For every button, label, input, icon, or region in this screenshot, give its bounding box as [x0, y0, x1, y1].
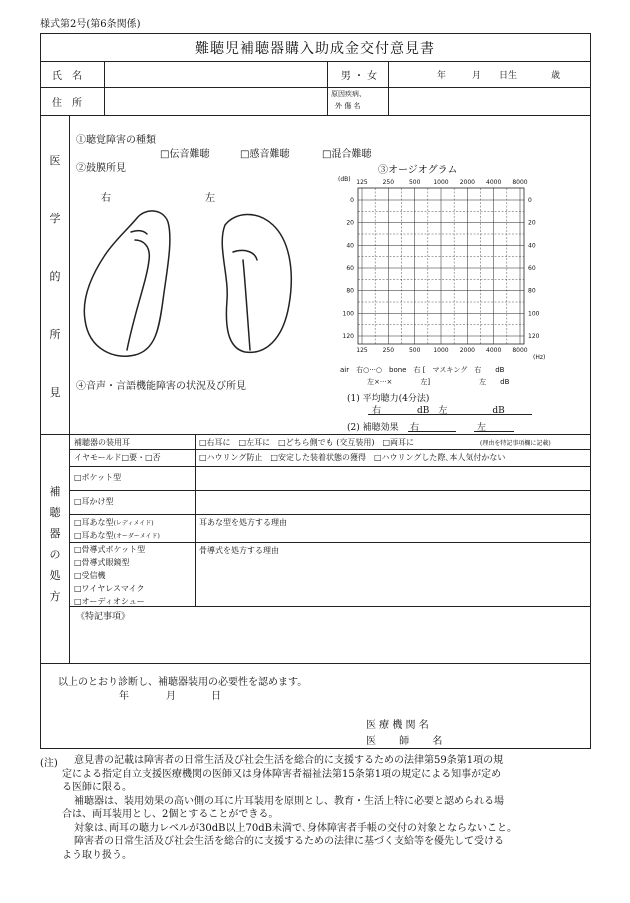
- freq-tick-bottom: 1000: [433, 347, 449, 354]
- doctor-label: 医 師 名: [366, 736, 443, 747]
- behind-ear-checkbox[interactable]: □耳かけ型: [74, 497, 114, 506]
- date-day-label: 日: [211, 691, 221, 702]
- earmold-options[interactable]: □ハウリング防止 □安定した装着状態の獲得 □ハウリングした際､本人気付かない: [199, 453, 506, 462]
- earmold-label[interactable]: イヤモールド□要・□否: [74, 453, 161, 462]
- ear-label: 補聴器の装用耳: [74, 438, 130, 447]
- receiver-checkbox[interactable]: □受信機: [74, 571, 106, 580]
- sensorineural-checkbox[interactable]: □感音難聴: [240, 149, 290, 160]
- hearing-aid-effect-label: (2) 補聴効果: [347, 423, 399, 433]
- institution-label: 医 療 機 関 名: [366, 720, 429, 731]
- ear-note: (理由を特記事項欄に記載): [480, 440, 551, 447]
- conductive-checkbox[interactable]: □伝音難聴: [160, 149, 210, 160]
- ite-reason-label: 耳あな型を処方する理由: [199, 518, 287, 527]
- hearing-type-heading: ①聴覚障害の種類: [76, 135, 156, 146]
- eardrum-heading: ②鼓膜所見: [76, 163, 126, 174]
- special-notes-label: 《特記事項》: [76, 612, 131, 622]
- mixed-checkbox[interactable]: □混合難聴: [322, 149, 372, 160]
- effect-left-label: 左: [477, 423, 487, 433]
- eardrum-sketch: [75, 200, 315, 370]
- freq-tick-top: 125: [356, 179, 368, 186]
- form-title: 難聴児補聴器購入助成金交付意見書: [195, 41, 435, 57]
- name-field[interactable]: [105, 62, 327, 86]
- db-unit-label: (dB): [338, 176, 351, 183]
- sex-select[interactable]: 男 ・ 女: [340, 71, 378, 82]
- bone-pocket-checkbox[interactable]: □骨導式ポケット型: [74, 545, 146, 554]
- freq-tick-bottom: 2000: [459, 347, 475, 354]
- effect-right-label: 右: [410, 423, 420, 433]
- freq-tick-bottom: 125: [356, 347, 368, 354]
- db-tick-left: 100: [342, 310, 354, 318]
- db-tick-right: 20: [528, 219, 536, 227]
- bone-reason-label: 骨導式を処方する理由: [199, 546, 279, 555]
- birth-day-label: 日生: [499, 71, 518, 81]
- freq-tick-top: 250: [382, 179, 395, 186]
- legend-air: air 右○···○ bone 右 [ マスキング 右 dB: [340, 366, 505, 374]
- db-tick-right: 0: [528, 197, 532, 204]
- ite-order-checkbox[interactable]: □耳あな型(オーダーメイド): [74, 531, 160, 540]
- name-label: 氏 名: [52, 71, 82, 82]
- birth-year-label: 年: [437, 71, 447, 81]
- birth-month-label: 月: [472, 71, 482, 81]
- db-tick-right: 40: [528, 242, 536, 250]
- freq-tick-bottom: 4000: [486, 347, 502, 354]
- freq-tick-bottom: 500: [408, 347, 421, 354]
- form-number: 様式第2号(第6条関係): [40, 19, 141, 30]
- freq-tick-top: 8000: [512, 179, 528, 186]
- ite-ready-checkbox[interactable]: □耳あな型(レディメイド): [74, 518, 154, 527]
- freq-tick-top: 500: [408, 179, 421, 186]
- special-notes-field[interactable]: [72, 622, 587, 660]
- eardrum-right-label: 右: [101, 193, 111, 204]
- cause-label-2: 外 傷 名: [335, 102, 361, 110]
- wireless-mic-checkbox[interactable]: □ワイヤレスマイク: [74, 584, 145, 593]
- db-tick-left: 0: [350, 197, 354, 204]
- audio-shoe-checkbox[interactable]: □オーディオシュー: [74, 597, 145, 606]
- bone-conduction-list[interactable]: [74, 543, 145, 608]
- pocket-type-checkbox[interactable]: □ポケット型: [74, 473, 122, 482]
- freq-tick-bottom: 250: [382, 347, 395, 354]
- notes-text: 意見書の記載は障害者の日常生活及び社会生活を総合的に支援するための法律第59条第1項の規 定による指定自立支援医療機関の医師又は身体障害者福祉法第15条第1項の規定による知事が定め る医師に限る。 補聴器は、装用効果の高い側の耳に片耳装用を原則とし、教育・生活上特に必要と認められる場 合は、両耳装用とし、2個とすることができる。 対象は､両耳の聴力レベルが30dB以上70dB未満で､身体障害者手帳の交付の対象とならないこと。 障害者の日常生活及び社会生活を総合的に支援するための法律に基づく支給等を優先して受ける よう取り扱う。: [62, 755, 517, 861]
- db-tick-right: 120: [528, 333, 540, 340]
- ear-options[interactable]: □右耳に □左耳に □どちら側でも (交互装用) □両耳に: [199, 438, 415, 447]
- address-field[interactable]: [105, 88, 327, 114]
- average-hearing-label: (1) 平均聴力(4分法): [347, 394, 430, 404]
- db-tick-left: 40: [346, 242, 354, 250]
- age-label: 歳: [551, 71, 561, 81]
- aid-side-label: 補 聴 器 の 処 方: [49, 485, 61, 603]
- audiogram-chart: [336, 176, 566, 368]
- medical-side-label: 医 学 的 所 見: [49, 154, 61, 399]
- average-hearing-line[interactable]: 右 dB 左 dB: [372, 406, 505, 416]
- speech-findings-heading: ④音声・言語機能障害の状況及び所見: [76, 381, 246, 392]
- db-tick-left: 20: [346, 219, 354, 227]
- date-year-label: 年: [119, 691, 129, 702]
- db-tick-left: 120: [342, 333, 354, 340]
- legend-air-2: 左×···× 左] 左 dB: [367, 378, 510, 386]
- db-tick-left: 80: [346, 287, 354, 295]
- address-label: 住 所: [52, 98, 82, 109]
- audiogram-heading: ③オージオグラム: [378, 165, 458, 176]
- cause-label-1: 原因疾病、: [331, 90, 366, 98]
- db-tick-left: 60: [346, 265, 354, 272]
- freq-tick-top: 4000: [486, 179, 502, 186]
- hz-unit-label: (Hz): [533, 354, 546, 361]
- cause-field[interactable]: [389, 88, 589, 114]
- freq-tick-top: 2000: [459, 179, 475, 186]
- date-month-label: 月: [166, 691, 176, 702]
- freq-tick-bottom: 8000: [512, 347, 528, 354]
- eardrum-left-label: 左: [205, 193, 215, 204]
- freq-tick-top: 1000: [433, 179, 449, 186]
- db-tick-right: 60: [528, 265, 536, 272]
- notes-label: (注): [40, 758, 58, 769]
- db-tick-right: 80: [528, 287, 536, 295]
- bone-glasses-checkbox[interactable]: □骨導式眼鏡型: [74, 558, 130, 567]
- db-tick-right: 100: [528, 310, 540, 318]
- statement-text: 以上のとおり診断し、補聴器装用の必要性を認めます。: [58, 677, 308, 688]
